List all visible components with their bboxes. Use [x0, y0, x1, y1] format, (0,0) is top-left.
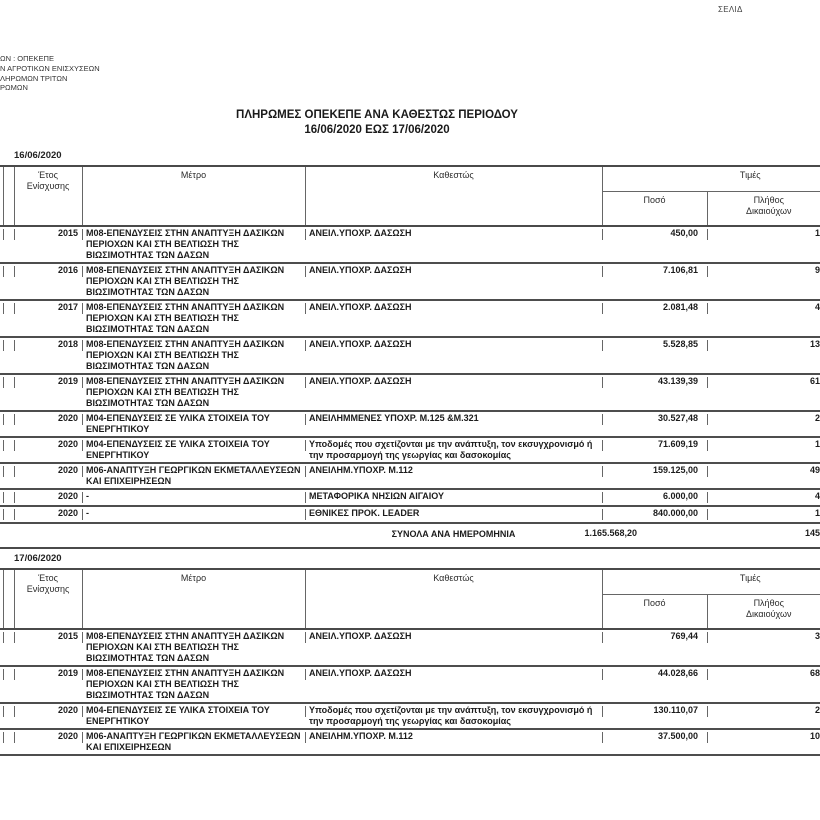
column-header-beneficiaries [707, 191, 820, 226]
table-row [0, 506, 820, 523]
count-cell: 2 [707, 411, 820, 437]
regime-cell: Υποδομές που σχετίζονται με την ανάπτυξη, τον εκσυγχρονισμό ή την προσαρμογή της γεωργίας και δασοκομίας [305, 437, 602, 463]
report-header-line: ΩΝ : ΟΠΕΚΕΠΕ [0, 54, 54, 63]
table-row [0, 300, 820, 337]
table-date-label: 17/06/2020 [14, 553, 62, 564]
measure-cell: M08-ΕΠΕΝΔΥΣΕΙΣ ΣΤΗΝ ΑΝΑΠΤΥΞΗ ΔΑΣΙΚΩΝ ΠΕΡΙΟΧΩΝ ΚΑΙ ΣΤΗ ΒΕΛΤΙΩΣΗ ΤΗΣ ΒΙΩΣΙΜΟΤΗΤΑΣ ΤΩΝ ΔΑΣΩΝ [82, 226, 305, 263]
cutB-cell [3, 263, 14, 300]
column-header-beneficiaries [707, 594, 820, 629]
regime-cell: ΑΝΕΙΛ.ΥΠΟΧΡ. ΔΑΣΩΣΗ [305, 300, 602, 337]
measure-cell: M08-ΕΠΕΝΔΥΣΕΙΣ ΣΤΗΝ ΑΝΑΠΤΥΞΗ ΔΑΣΙΚΩΝ ΠΕΡΙΟΧΩΝ ΚΑΙ ΣΤΗ ΒΕΛΤΙΩΣΗ ΤΗΣ ΒΙΩΣΙΜΟΤΗΤΑΣ ΤΩΝ ΔΑΣΩΝ [82, 263, 305, 300]
report-title: ΠΛΗΡΩΜΕΣ ΟΠΕΚΕΠΕ ΑΝΑ ΚΑΘΕΣΤΩΣ ΠΕΡΙΟΔΟΥ [236, 109, 518, 121]
column-header-measure: Μέτρο [82, 569, 305, 629]
regime-cell: ΑΝΕΙΛ.ΥΠΟΧΡ. ΔΑΣΩΣΗ [305, 226, 602, 263]
cutB-cell [3, 703, 14, 729]
cutB-cell [3, 411, 14, 437]
regime-cell: ΑΝΕΙΛ.ΥΠΟΧΡ. ΔΑΣΩΣΗ [305, 337, 602, 374]
count-cell: 9 [707, 263, 820, 300]
amount-cell: 769,44 [602, 629, 707, 666]
measure-cell: M06-ΑΝΑΠΤΥΞΗ ΓΕΩΡΓΙΚΩΝ ΕΚΜΕΤΑΛΛΕΥΣΕΩΝ ΚΑΙ ΕΠΙΧΕΙΡΗΣΕΩΝ [82, 729, 305, 755]
year-cell: 2020 [14, 437, 82, 463]
table-row [0, 437, 820, 463]
cutB-cell [3, 489, 14, 506]
payments-table [0, 568, 820, 756]
regime-cell: ΑΝΕΙΛΗΜΜΕΝΕΣ ΥΠΟΧΡ. Μ.125 &Μ.321 [305, 411, 602, 437]
measure-cell: M04-ΕΠΕΝΔΥΣΕΙΣ ΣΕ ΥΛΙΚΑ ΣΤΟΙΧΕΙΑ ΤΟΥ ΕΝΕΡΓΗΤΙΚΟΥ [82, 703, 305, 729]
year-cell: 2020 [14, 703, 82, 729]
totals-row [0, 524, 820, 549]
cutB-cell [3, 729, 14, 755]
report-header-line: ΡΩΜΩΝ [0, 83, 28, 93]
column-header-regime: Καθεστώς [305, 569, 602, 629]
count-cell: 1 [707, 226, 820, 263]
amount-cell: 2.081,48 [602, 300, 707, 337]
year-cell: 2020 [14, 729, 82, 755]
year-cell: 2017 [14, 300, 82, 337]
table-row [0, 411, 820, 437]
column-header-values-group: Τιμές [602, 166, 820, 191]
amount-cell: 71.609,19 [602, 437, 707, 463]
amount-cell: 5.528,85 [602, 337, 707, 374]
regime-cell: ΜΕΤΑΦΟΡΙΚΑ ΝΗΣΙΩΝ ΑΙΓΑΙΟΥ [305, 489, 602, 506]
regime-cell: ΑΝΕΙΛ.ΥΠΟΧΡ. ΔΑΣΩΣΗ [305, 666, 602, 703]
regime-cell: ΕΘΝΙΚΕΣ ΠΡΟΚ. LEADER [305, 506, 602, 523]
totals-label: ΣΥΝΟΛΑ ΑΝΑ ΗΜΕΡΟΜΗΝΙΑ [391, 529, 516, 539]
table-row [0, 629, 820, 666]
count-cell: 13 [707, 337, 820, 374]
table-body [0, 226, 820, 523]
count-cell: 61 [707, 374, 820, 411]
measure-cell: - [82, 489, 305, 506]
cutB-cell [3, 506, 14, 523]
totals-amount: 1.165.568,20 [584, 528, 637, 538]
year-cell: 2019 [14, 666, 82, 703]
column-header-beneficiaries-label: Πλήθος Δικαιούχων [745, 597, 792, 619]
report-header-line: ΛΗΡΩΜΩΝ ΤΡΙΤΩΝ [0, 73, 68, 83]
daily-payments-section [0, 150, 820, 549]
count-cell: 4 [707, 489, 820, 506]
measure-cell: M08-ΕΠΕΝΔΥΣΕΙΣ ΣΤΗΝ ΑΝΑΠΤΥΞΗ ΔΑΣΙΚΩΝ ΠΕΡΙΟΧΩΝ ΚΑΙ ΣΤΗ ΒΕΛΤΙΩΣΗ ΤΗΣ ΒΙΩΣΙΜΟΤΗΤΑΣ ΤΩΝ ΔΑΣΩΝ [82, 337, 305, 374]
regime-cell: ΑΝΕΙΛ.ΥΠΟΧΡ. ΔΑΣΩΣΗ [305, 263, 602, 300]
amount-cell: 159.125,00 [602, 463, 707, 489]
table-row [0, 263, 820, 300]
cutB-cell [3, 437, 14, 463]
year-cell: 2020 [14, 506, 82, 523]
cut-column-header [3, 569, 14, 629]
header-row [0, 166, 820, 191]
cutB-cell [3, 337, 14, 374]
table-header [0, 569, 820, 629]
table-body [0, 629, 820, 755]
amount-cell: 30.527,48 [602, 411, 707, 437]
year-cell: 2015 [14, 226, 82, 263]
measure-cell: M08-ΕΠΕΝΔΥΣΕΙΣ ΣΤΗΝ ΑΝΑΠΤΥΞΗ ΔΑΣΙΚΩΝ ΠΕΡΙΟΧΩΝ ΚΑΙ ΣΤΗ ΒΕΛΤΙΩΣΗ ΤΗΣ ΒΙΩΣΙΜΟΤΗΤΑΣ ΤΩΝ ΔΑΣΩΝ [82, 300, 305, 337]
cutB-cell [3, 300, 14, 337]
count-cell: 49 [707, 463, 820, 489]
table-row [0, 463, 820, 489]
amount-cell: 840.000,00 [602, 506, 707, 523]
cut-column-header [3, 166, 14, 226]
table-row [0, 666, 820, 703]
payments-table [0, 165, 820, 524]
cutB-cell [3, 226, 14, 263]
amount-cell: 43.139,39 [602, 374, 707, 411]
table-header [0, 166, 820, 226]
regime-cell: ΑΝΕΙΛΗΜ.ΥΠΟΧΡ. Μ.112 [305, 463, 602, 489]
measure-cell: M08-ΕΠΕΝΔΥΣΕΙΣ ΣΤΗΝ ΑΝΑΠΤΥΞΗ ΔΑΣΙΚΩΝ ΠΕΡΙΟΧΩΝ ΚΑΙ ΣΤΗ ΒΕΛΤΙΩΣΗ ΤΗΣ ΒΙΩΣΙΜΟΤΗΤΑΣ ΤΩΝ ΔΑΣΩΝ [82, 666, 305, 703]
year-cell: 2019 [14, 374, 82, 411]
year-cell: 2015 [14, 629, 82, 666]
header-row [0, 569, 820, 594]
column-header-values-group: Τιμές [602, 569, 820, 594]
report-period: 16/06/2020 ΕΩΣ 17/06/2020 [304, 124, 450, 136]
count-cell: 2 [707, 703, 820, 729]
year-cell: 2016 [14, 263, 82, 300]
table-date-label: 16/06/2020 [14, 150, 62, 161]
totals-count: 145 [804, 528, 820, 538]
amount-cell: 6.000,00 [602, 489, 707, 506]
regime-cell: ΑΝΕΙΛ.ΥΠΟΧΡ. ΔΑΣΩΣΗ [305, 629, 602, 666]
count-cell: 4 [707, 300, 820, 337]
amount-cell: 37.500,00 [602, 729, 707, 755]
year-cell: 2020 [14, 489, 82, 506]
regime-cell: ΑΝΕΙΛ.ΥΠΟΧΡ. ΔΑΣΩΣΗ [305, 374, 602, 411]
amount-cell: 130.110,07 [602, 703, 707, 729]
cutB-cell [3, 666, 14, 703]
measure-cell: M08-ΕΠΕΝΔΥΣΕΙΣ ΣΤΗΝ ΑΝΑΠΤΥΞΗ ΔΑΣΙΚΩΝ ΠΕΡΙΟΧΩΝ ΚΑΙ ΣΤΗ ΒΕΛΤΙΩΣΗ ΤΗΣ ΒΙΩΣΙΜΟΤΗΤΑΣ ΤΩΝ ΔΑΣΩΝ [82, 629, 305, 666]
amount-cell: 450,00 [602, 226, 707, 263]
report-header-block [0, 54, 100, 93]
count-cell: 1 [707, 506, 820, 523]
measure-cell: M04-ΕΠΕΝΔΥΣΕΙΣ ΣΕ ΥΛΙΚΑ ΣΤΟΙΧΕΙΑ ΤΟΥ ΕΝΕΡΓΗΤΙΚΟΥ [82, 411, 305, 437]
column-header-measure: Μέτρο [82, 166, 305, 226]
table-row [0, 337, 820, 374]
amount-cell: 44.028,66 [602, 666, 707, 703]
count-cell: 1 [707, 437, 820, 463]
amount-cell: 7.106,81 [602, 263, 707, 300]
table-row [0, 703, 820, 729]
column-header-amount: Ποσό [602, 191, 707, 226]
regime-cell: ΑΝΕΙΛΗΜ.ΥΠΟΧΡ. Μ.112 [305, 729, 602, 755]
table-row [0, 729, 820, 755]
table-row [0, 489, 820, 506]
column-header-amount: Ποσό [602, 594, 707, 629]
cutB-cell [3, 629, 14, 666]
table-row [0, 374, 820, 411]
year-cell: 2020 [14, 463, 82, 489]
regime-cell: Υποδομές που σχετίζονται με την ανάπτυξη, τον εκσυγχρονισμό ή την προσαρμογή της γεωργίας και δασοκομίας [305, 703, 602, 729]
measure-cell: M08-ΕΠΕΝΔΥΣΕΙΣ ΣΤΗΝ ΑΝΑΠΤΥΞΗ ΔΑΣΙΚΩΝ ΠΕΡΙΟΧΩΝ ΚΑΙ ΣΤΗ ΒΕΛΤΙΩΣΗ ΤΗΣ ΒΙΩΣΙΜΟΤΗΤΑΣ ΤΩΝ ΔΑΣΩΝ [82, 374, 305, 411]
measure-cell: M06-ΑΝΑΠΤΥΞΗ ΓΕΩΡΓΙΚΩΝ ΕΚΜΕΤΑΛΛΕΥΣΕΩΝ ΚΑΙ ΕΠΙΧΕΙΡΗΣΕΩΝ [82, 463, 305, 489]
table-row [0, 226, 820, 263]
cutB-cell [3, 374, 14, 411]
measure-cell: M04-ΕΠΕΝΔΥΣΕΙΣ ΣΕ ΥΛΙΚΑ ΣΤΟΙΧΕΙΑ ΤΟΥ ΕΝΕΡΓΗΤΙΚΟΥ [82, 437, 305, 463]
column-header-regime: Καθεστώς [305, 166, 602, 226]
column-header-year: Έτος Ενίσχυσης [14, 166, 82, 226]
cutB-cell [3, 463, 14, 489]
year-cell: 2018 [14, 337, 82, 374]
page-number-label: ΣΕΛΙΔ [718, 5, 743, 14]
daily-payments-section [0, 553, 820, 756]
count-cell: 10 [707, 729, 820, 755]
column-header-year: Έτος Ενίσχυσης [14, 569, 82, 629]
report-header-line: Ν ΑΓΡΟΤΙΚΩΝ ΕΝΙΣΧΥΣΕΩΝ [0, 63, 100, 73]
measure-cell: - [82, 506, 305, 523]
count-cell: 3 [707, 629, 820, 666]
column-header-beneficiaries-label: Πλήθος Δικαιούχων [745, 194, 792, 216]
year-cell: 2020 [14, 411, 82, 437]
count-cell: 68 [707, 666, 820, 703]
